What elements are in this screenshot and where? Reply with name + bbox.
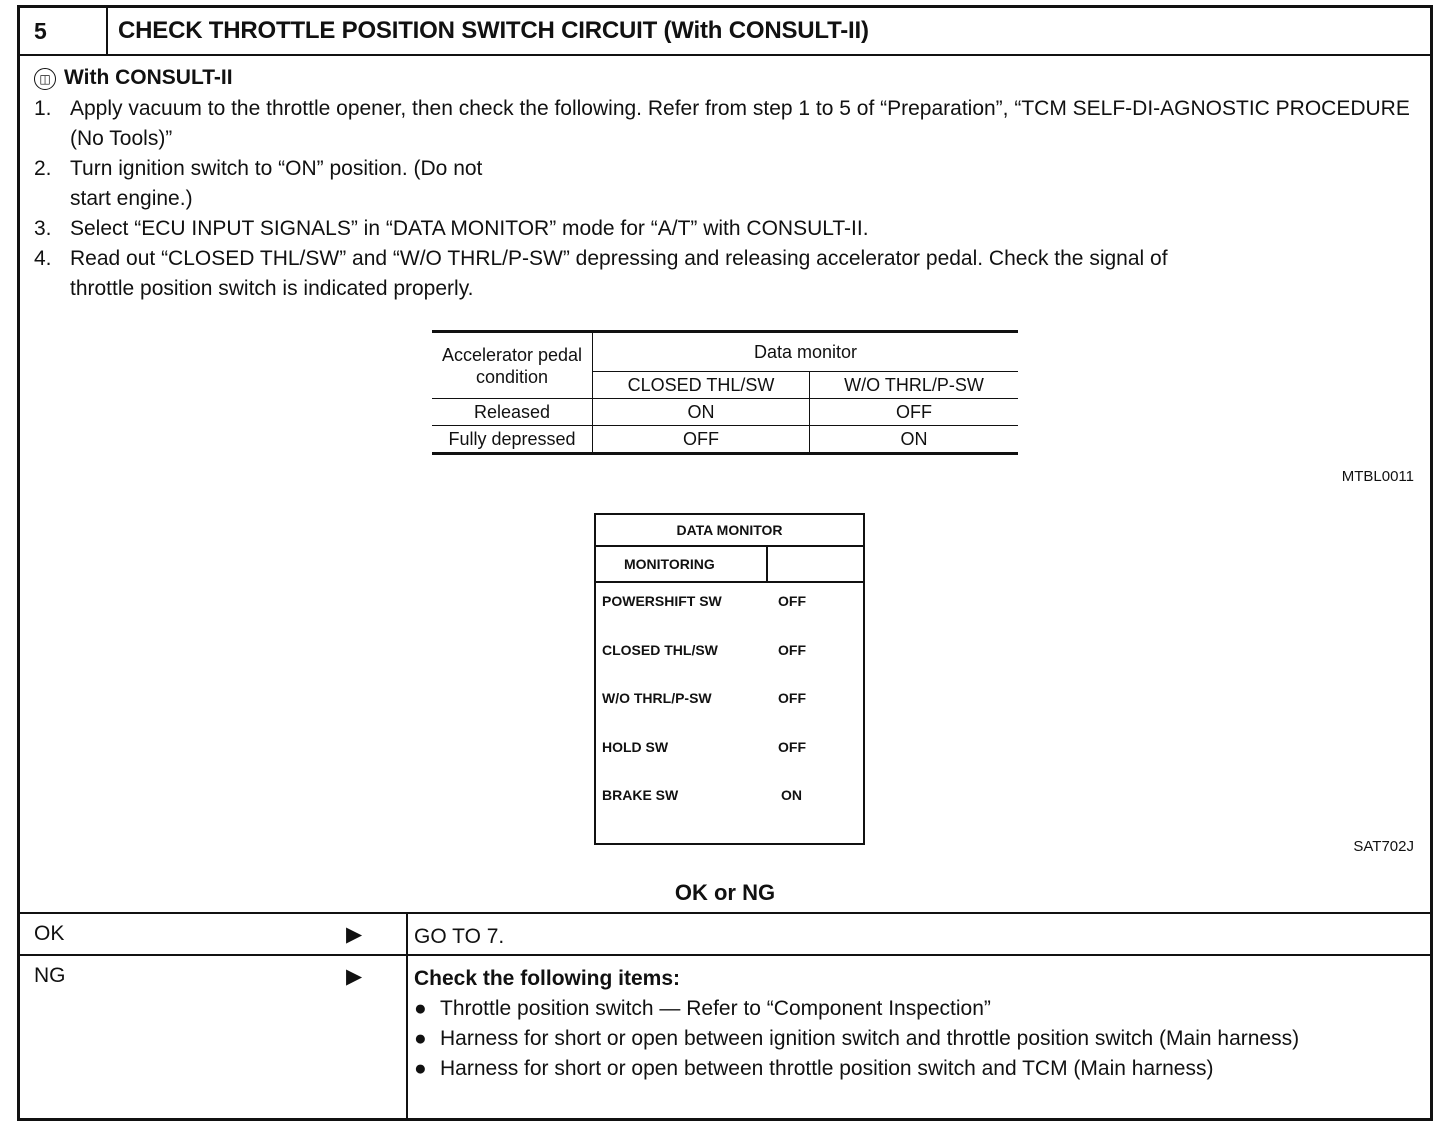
table-cell: ON: [593, 399, 810, 426]
consult-heading-text: With CONSULT-II: [64, 66, 233, 89]
figure-code: SAT702J: [1353, 838, 1414, 855]
table-header-wo-thrl: W/O THRL/P-SW: [810, 372, 1019, 399]
step-index: 2.: [34, 157, 52, 180]
list-item: [34, 154, 1424, 214]
monitor-item: W/O THRL/P-SW: [602, 690, 712, 706]
monitor-value: OFF: [778, 690, 806, 706]
step-text: Read out “CLOSED THL/SW” and “W/O THRL/P-SW” depressing and releasing accelerator pedal. Check the signal of throttle position switch is indicated properly.: [70, 247, 1168, 300]
monitor-value: OFF: [778, 642, 806, 658]
monitor-item: HOLD SW: [602, 739, 669, 755]
step-number: 5: [20, 8, 108, 54]
step-title: CHECK THROTTLE POSITION SWITCH CIRCUIT (With CONSULT-II): [118, 17, 869, 44]
table-header-group: Data monitor: [593, 332, 1019, 372]
monitor-item: BRAKE SW: [602, 787, 679, 803]
table-row: [432, 426, 1018, 454]
list-item: [414, 994, 1420, 1024]
consult-heading: [34, 66, 233, 90]
ng-heading: Check the following items:: [414, 967, 681, 990]
list-item: [34, 94, 1424, 154]
result-row-ok: [20, 912, 1430, 956]
list-item: [34, 214, 1424, 244]
result-row-ng: [20, 954, 1430, 1118]
table-cell: ON: [810, 426, 1019, 454]
data-monitor-table: [432, 330, 1018, 455]
monitor-value: ON: [781, 787, 802, 803]
table-row: [432, 399, 1018, 426]
step-text: Select “ECU INPUT SIGNALS” in “DATA MONITOR” mode for “A/T” with CONSULT-II.: [70, 217, 869, 240]
procedure-body: [20, 54, 1430, 912]
monitor-mode-row: [596, 547, 863, 583]
list-item: [414, 1024, 1420, 1054]
procedure-frame: [17, 5, 1433, 1121]
list-item: [414, 1054, 1420, 1084]
result-label: OK: [34, 922, 65, 945]
bullet-icon: ●: [414, 997, 427, 1020]
arrow-right-icon: ▶: [346, 923, 363, 946]
divider: [406, 956, 408, 1118]
bullet-text: Harness for short or open between throttle position switch and TCM (Main harness): [440, 1057, 1214, 1080]
divider: [406, 914, 408, 956]
bullet-icon: ●: [414, 1057, 427, 1080]
figure-code: MTBL0011: [1341, 468, 1414, 485]
monitor-mode: MONITORING: [596, 547, 768, 581]
result-action: GO TO 7.: [414, 925, 505, 948]
arrow-right-icon: ▶: [346, 965, 363, 988]
list-item: [34, 244, 1424, 304]
monitor-title: DATA MONITOR: [596, 515, 863, 547]
step-index: 1.: [34, 97, 52, 120]
table-cell: OFF: [593, 426, 810, 454]
result-label: NG: [34, 964, 66, 987]
monitor-item: CLOSED THL/SW: [602, 642, 718, 658]
result-action: [414, 964, 1420, 1084]
bullet-text: Harness for short or open between ignition switch and throttle position switch (Main harness): [440, 1027, 1300, 1050]
monitor-item: POWERSHIFT SW: [602, 593, 722, 609]
table-cell: Released: [432, 399, 593, 426]
table-cell: Fully depressed: [432, 426, 593, 454]
table-cell: OFF: [810, 399, 1019, 426]
consult-data-monitor-screen: [594, 513, 865, 845]
step-index: 4.: [34, 247, 52, 270]
step-text: Turn ignition switch to “ON” position. (Do not start engine.): [70, 157, 483, 210]
step-header: [20, 8, 1430, 56]
table-header-condition: Accelerator pedal condition: [432, 332, 593, 399]
step-list: [34, 94, 1424, 304]
step-text: Apply vacuum to the throttle opener, then check the following. Refer from step 1 to 5 of “Preparation”, “TCM SELF-DI-AGNOSTIC PROCEDURE (No Tools)”: [70, 97, 1410, 150]
monitor-value: OFF: [778, 739, 806, 755]
monitor-value: OFF: [778, 593, 806, 609]
table-header-closed-thl: CLOSED THL/SW: [593, 372, 810, 399]
bullet-text: Throttle position switch — Refer to “Component Inspection”: [440, 997, 991, 1020]
ok-or-ng-label: OK or NG: [674, 880, 776, 905]
bullet-icon: ●: [414, 1027, 427, 1050]
step-index: 3.: [34, 217, 52, 240]
consult-tool-icon: ◫: [34, 68, 56, 90]
